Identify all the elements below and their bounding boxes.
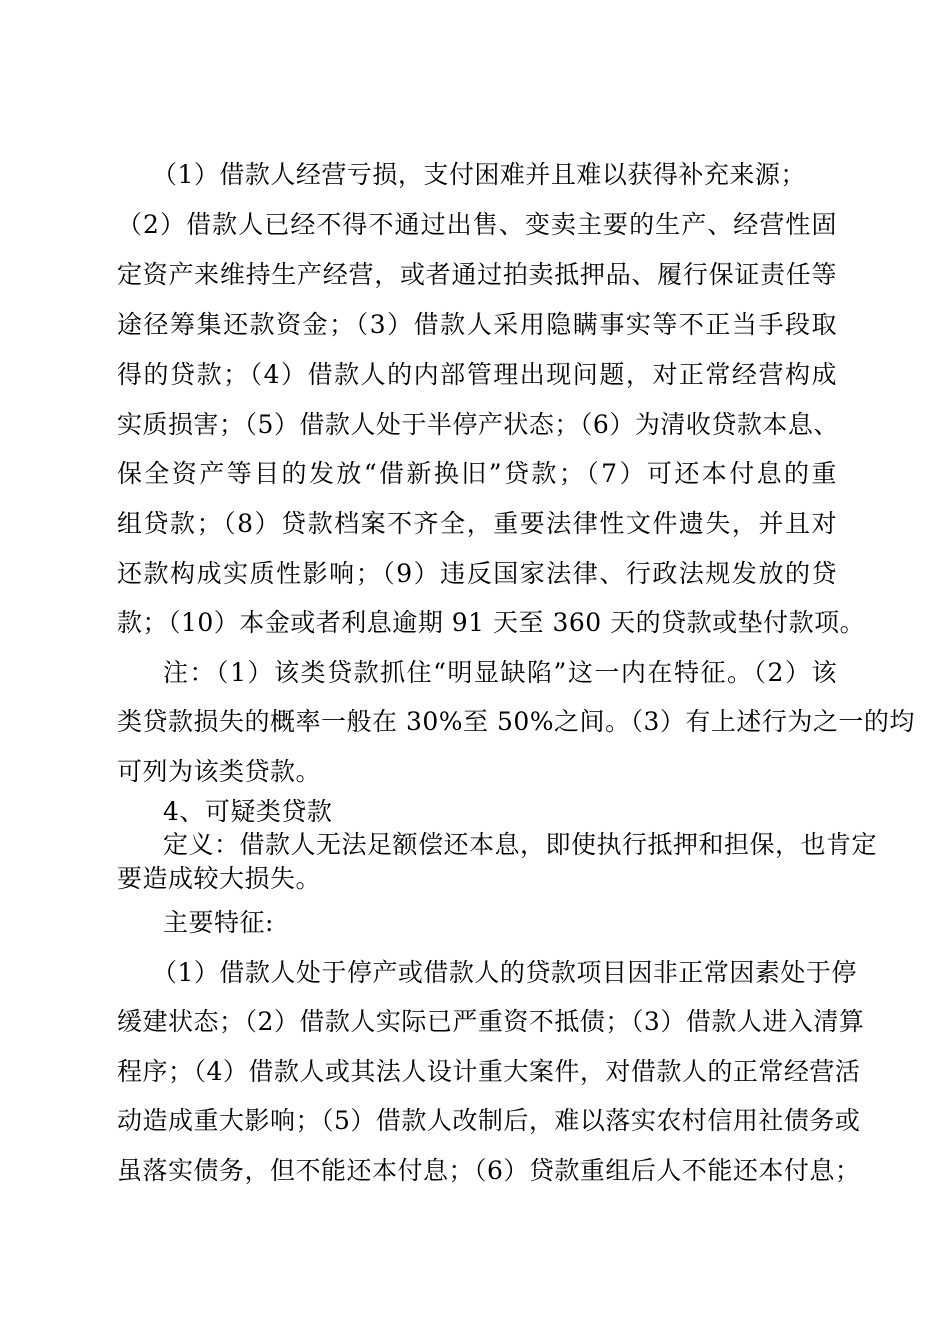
features-heading: 主要特征: [163, 908, 274, 937]
definition-line-1: 定义：借款人无法足额偿还本息，即使执行抵押和担保，也肯定 [163, 830, 878, 859]
note-line-3: 可列为该类贷款。 [117, 757, 322, 786]
note-line-1: 注：（1）该类贷款抓住“明显缺陷”这一内在特征。（2）该 [163, 658, 837, 687]
paragraph-line-5: 得的贷款；（4）借款人的内部管理出现问题，对正常经营构成 [117, 360, 837, 389]
paragraph-line-4: 途径筹集还款资金；（3）借款人采用隐瞒事实等不正当手段取 [117, 310, 837, 339]
paragraph-line-10: 款；（10）本金或者利息逾期 91 天至 360 天的贷款或垫付款项。 [117, 608, 866, 637]
features-line-2: 缓建状态；（2）借款人实际已严重资不抵债；（3）借款人进入清算 [117, 1007, 865, 1036]
features-line-5: 虽落实债务，但不能还本付息；（6）贷款重组后人不能还本付息； [117, 1156, 861, 1185]
note-line-2: 类贷款损失的概率一般在 30%至 50%之间。（3）有上述行为之一的均 [117, 707, 915, 736]
definition-line-2: 要造成较大损失。 [117, 864, 322, 893]
paragraph-line-9: 还款构成实质性影响；（9）违反国家法律、行政法规发放的贷 [117, 559, 837, 588]
paragraph-line-7: 保全资产等目的发放“借新换旧”贷款；（7）可还本付息的重 [117, 459, 837, 488]
paragraph-line-3: 定资产来维持生产经营，或者通过拍卖抵押品、履行保证责任等 [117, 260, 837, 289]
paragraph-line-6: 实质损害；（5）借款人处于半停产状态；（6）为清收贷款本息、 [117, 410, 839, 439]
features-line-1: （1）借款人处于停产或借款人的贷款项目因非正常因素处于停 [152, 958, 857, 987]
section-heading: 4、可疑类贷款 [163, 797, 333, 826]
features-line-4: 动造成重大影响；（5）借款人改制后，难以落实农村信用社债务或 [117, 1106, 861, 1135]
paragraph-line-2: （2）借款人已经不得不通过出售、变卖主要的生产、经营性固 [117, 210, 837, 239]
features-line-3: 程序；（4）借款人或其法人设计重大案件，对借款人的正常经营活 [117, 1057, 861, 1086]
paragraph-line-1: （1）借款人经营亏损，支付困难并且难以获得补充来源； [152, 160, 806, 189]
paragraph-line-8: 组贷款；（8）贷款档案不齐全，重要法律性文件遗失，并且对 [117, 509, 837, 538]
